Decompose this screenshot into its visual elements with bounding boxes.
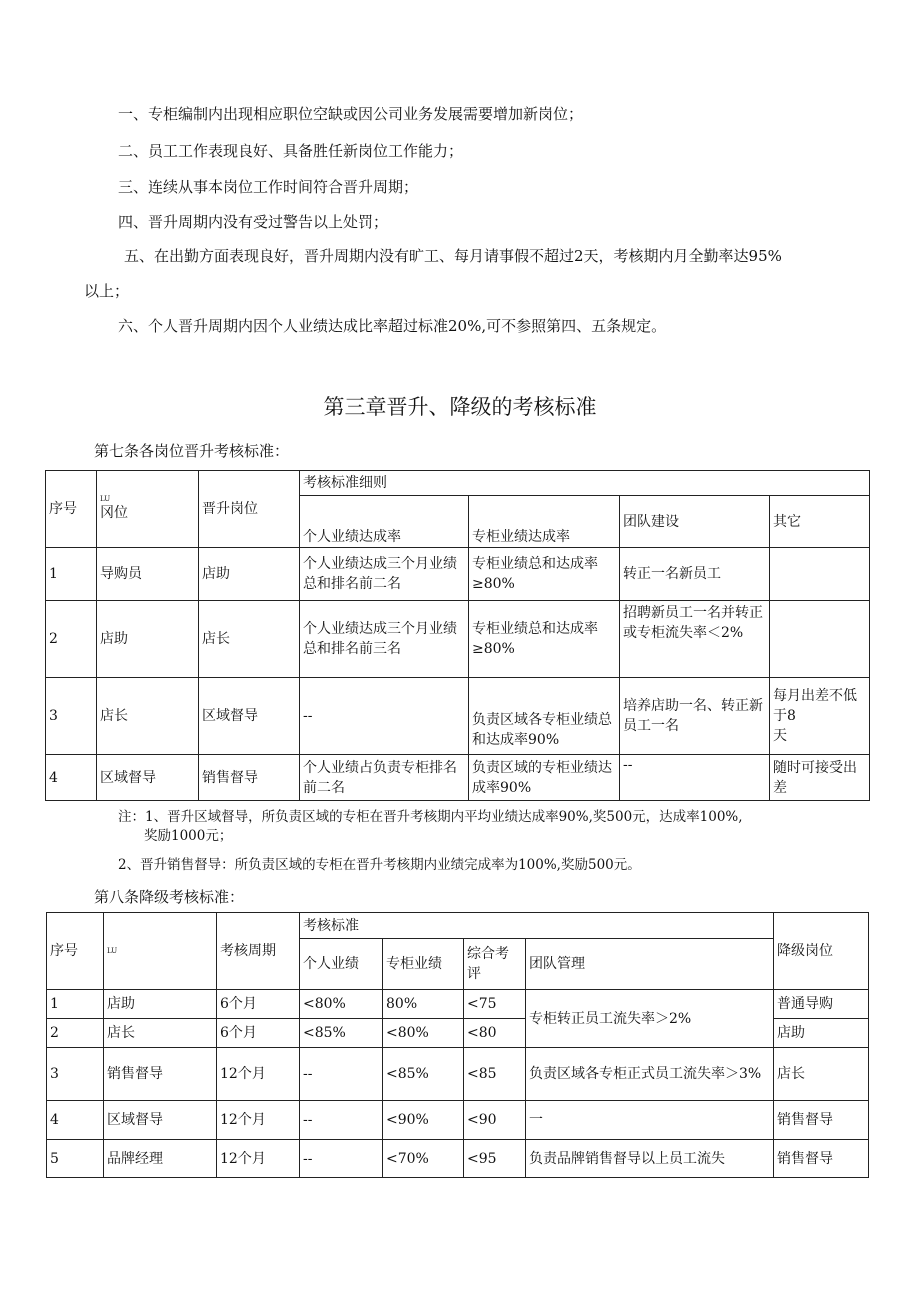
row-period: 12个月 bbox=[217, 1048, 300, 1101]
note-1: 注：1、晋升区域督导，所负责区域的专柜在晋升考核期内平均业绩达成率90%,奖500元，达成率100%, bbox=[118, 809, 743, 825]
row-overall: <80 bbox=[464, 1019, 526, 1048]
row-other: 随时可接受出差 bbox=[770, 755, 870, 801]
table-row bbox=[46, 548, 870, 601]
row-seq: 2 bbox=[46, 601, 97, 678]
row-personal: <80% bbox=[300, 990, 383, 1019]
header-position-label: 冈位 bbox=[100, 505, 128, 521]
chapter-title: 第三章晋升、降级的考核标准 bbox=[323, 395, 597, 419]
row-overall: <90 bbox=[464, 1101, 526, 1140]
row-counter: 负责区域的专柜业绩达成率90% bbox=[469, 755, 620, 801]
note-1-continued: 奖励1000元； bbox=[144, 828, 233, 844]
condition-6: 六、个人晋升周期内因个人业绩达成比率超过标准20%,可不参照第四、五条规定。 bbox=[118, 317, 667, 335]
row-other-line2: 天 bbox=[773, 728, 787, 744]
row-team: 负责品牌销售督导以上员工流失 bbox=[526, 1140, 774, 1178]
row-counter: 负责区域各专柜业绩总和达成率90% bbox=[469, 678, 620, 755]
header-standard: 考核标准 bbox=[300, 913, 774, 939]
row-other bbox=[770, 601, 870, 678]
row-team: -- bbox=[620, 755, 770, 801]
row-other-line1: 每月出差不低于8 bbox=[773, 688, 857, 724]
condition-2: 二、员工工作表现良好、具备胜任新岗位工作能力； bbox=[118, 142, 464, 160]
row-position: 区域督导 bbox=[104, 1101, 217, 1140]
row-demote: 店长 bbox=[774, 1048, 869, 1101]
row-counter: 专柜业绩总和达成率≥80% bbox=[469, 548, 620, 601]
row-overall: <85 bbox=[464, 1048, 526, 1101]
header-seq: 序号 bbox=[47, 913, 104, 990]
header-personal: 个人业绩 bbox=[300, 939, 383, 990]
header-team: 团队管理 bbox=[526, 939, 774, 990]
condition-1: 一、专柜编制内出现相应职位空缺或因公司业务发展需要增加新岗位； bbox=[118, 105, 584, 123]
table-row bbox=[46, 678, 870, 755]
row-team: 一 bbox=[526, 1101, 774, 1140]
row-counter: 80% bbox=[383, 990, 464, 1019]
row-team: 负责区域各专柜正式员工流失率＞3% bbox=[526, 1048, 774, 1101]
row-demote: 销售督导 bbox=[774, 1101, 869, 1140]
row-period: 6个月 bbox=[217, 1019, 300, 1048]
row-counter: 专柜业绩总和达成率≥80% bbox=[469, 601, 620, 678]
row-seq: 4 bbox=[46, 755, 97, 801]
row-overall: <95 bbox=[464, 1140, 526, 1178]
row-team-merged: 专柜转正员工流失率＞2% bbox=[526, 990, 774, 1048]
row-personal: 个人业绩达成三个月业绩总和排名前二名 bbox=[300, 548, 469, 601]
header-counter: 专柜业绩达成率 bbox=[469, 496, 620, 548]
demotion-table bbox=[46, 912, 869, 1178]
row-seq: 3 bbox=[47, 1048, 104, 1101]
header-counter: 专柜业绩 bbox=[383, 939, 464, 990]
row-promotion: 销售督导 bbox=[199, 755, 300, 801]
header-promotion: 晋升岗位 bbox=[199, 471, 300, 548]
condition-5-continued: 以上； bbox=[84, 282, 130, 300]
header-other: 其它 bbox=[770, 496, 870, 548]
row-period: 12个月 bbox=[217, 1140, 300, 1178]
row-position: 店助 bbox=[104, 990, 217, 1019]
table-row bbox=[46, 755, 870, 801]
row-team: 招聘新员工一名并转正或专柜流失率＜2% bbox=[620, 601, 770, 678]
row-seq: 2 bbox=[47, 1019, 104, 1048]
article8-caption: 第八条降级考核标准： bbox=[94, 888, 245, 906]
header-detail: 考核标准细则 bbox=[300, 471, 870, 496]
row-promotion: 区域督导 bbox=[199, 678, 300, 755]
header-position bbox=[97, 471, 199, 548]
row-position: 店助 bbox=[97, 601, 199, 678]
header-tiny-mark: LU bbox=[100, 495, 111, 503]
row-personal: -- bbox=[300, 1140, 383, 1178]
table-row bbox=[47, 1101, 869, 1140]
article7-caption: 第七条各岗位晋升考核标准： bbox=[94, 442, 290, 460]
row-team: 培养店助一名、转正新员工一名 bbox=[620, 678, 770, 755]
row-overall: <75 bbox=[464, 990, 526, 1019]
row-position: 店长 bbox=[104, 1019, 217, 1048]
row-other bbox=[770, 678, 870, 755]
header-personal: 个人业绩达成率 bbox=[300, 496, 469, 548]
row-personal: -- bbox=[300, 1101, 383, 1140]
condition-5: 五、在出勤方面表现良好，晋升周期内没有旷工、每月请事假不超过2天，考核期内月全勤率达95% bbox=[124, 247, 782, 265]
header-team: 团队建设 bbox=[620, 496, 770, 548]
header-position bbox=[104, 913, 217, 990]
row-position: 销售督导 bbox=[104, 1048, 217, 1101]
row-counter: <85% bbox=[383, 1048, 464, 1101]
row-personal: 个人业绩占负责专柜排名前二名 bbox=[300, 755, 469, 801]
row-team: 转正一名新员工 bbox=[620, 548, 770, 601]
header-demote: 降级岗位 bbox=[774, 913, 869, 990]
table-row bbox=[46, 601, 870, 678]
row-other bbox=[770, 548, 870, 601]
header-seq: 序号 bbox=[46, 471, 97, 548]
table-row bbox=[47, 990, 869, 1019]
row-seq: 4 bbox=[47, 1101, 104, 1140]
note-2: 2、晋升销售督导：所负责区域的专柜在晋升考核期内业绩完成率为100%,奖励500元。 bbox=[118, 857, 641, 873]
row-position: 导购员 bbox=[97, 548, 199, 601]
row-seq: 1 bbox=[47, 990, 104, 1019]
row-promotion: 店长 bbox=[199, 601, 300, 678]
row-position: 店长 bbox=[97, 678, 199, 755]
row-position: 区域督导 bbox=[97, 755, 199, 801]
table-row bbox=[47, 1048, 869, 1101]
row-position: 品牌经理 bbox=[104, 1140, 217, 1178]
row-counter: <90% bbox=[383, 1101, 464, 1140]
row-seq: 5 bbox=[47, 1140, 104, 1178]
row-promotion: 店助 bbox=[199, 548, 300, 601]
row-counter: <80% bbox=[383, 1019, 464, 1048]
row-personal: 个人业绩达成三个月业绩总和排名前三名 bbox=[300, 601, 469, 678]
condition-4: 四、晋升周期内没有受过警告以上处罚； bbox=[118, 213, 389, 231]
header-tiny-mark: LU bbox=[107, 947, 118, 955]
table-row bbox=[47, 1140, 869, 1178]
row-seq: 3 bbox=[46, 678, 97, 755]
row-period: 12个月 bbox=[217, 1101, 300, 1140]
row-personal: -- bbox=[300, 678, 469, 755]
condition-3: 三、连续从事本岗位工作时间符合晋升周期； bbox=[118, 178, 419, 196]
row-seq: 1 bbox=[46, 548, 97, 601]
header-period: 考核周期 bbox=[217, 913, 300, 990]
row-counter: <70% bbox=[383, 1140, 464, 1178]
row-personal: <85% bbox=[300, 1019, 383, 1048]
row-personal: -- bbox=[300, 1048, 383, 1101]
row-demote: 销售督导 bbox=[774, 1140, 869, 1178]
row-demote: 普通导购 bbox=[774, 990, 869, 1019]
header-overall: 综合考评 bbox=[464, 939, 526, 990]
row-demote: 店助 bbox=[774, 1019, 869, 1048]
row-period: 6个月 bbox=[217, 990, 300, 1019]
promotion-table bbox=[45, 470, 870, 801]
